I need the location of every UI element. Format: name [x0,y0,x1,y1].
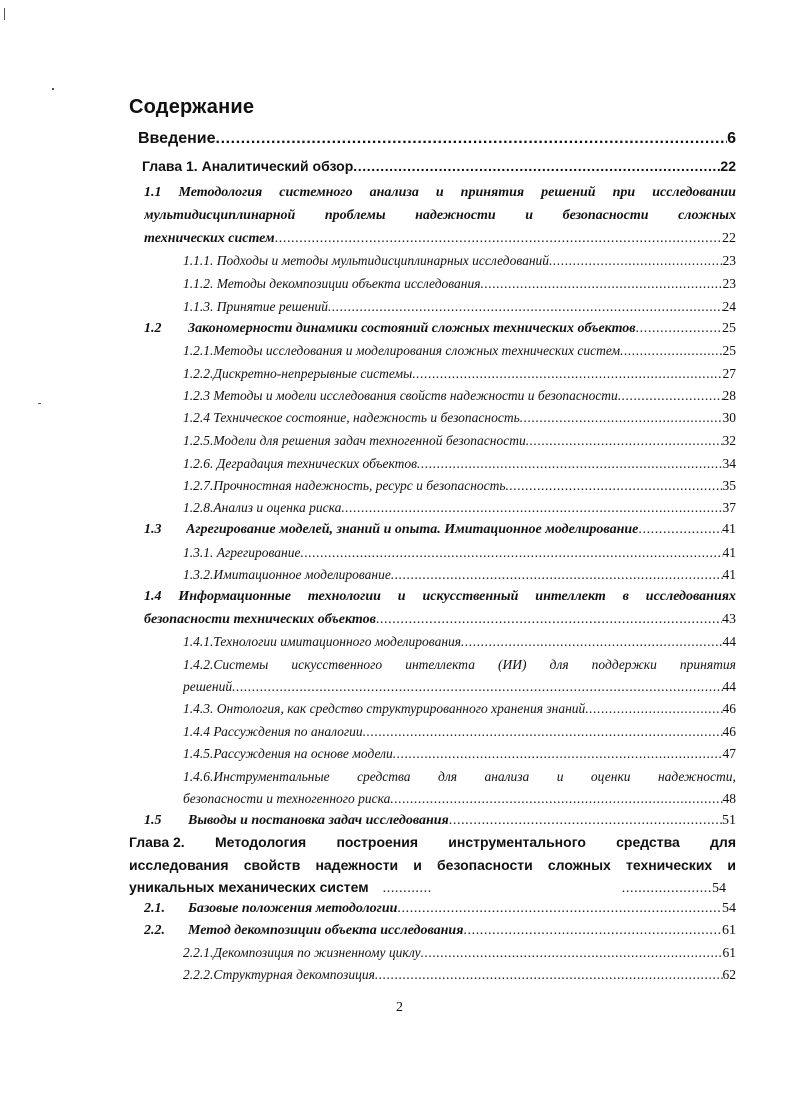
toc-entry-page: 41 [722,522,736,537]
word: и [525,208,534,223]
word: и [435,185,444,200]
toc-entry-label: 1.1.3. Принятие решений [183,299,328,314]
toc-entry-label: безопасности технических объектов [144,612,376,627]
toc-entry-1-1-line-1 [144,183,736,205]
toc-entry-1-2-8 [183,498,736,520]
word: (ИИ) [498,657,527,672]
leader-dots [393,744,723,764]
word: анализа [369,185,419,200]
toc-entry-label: безопасности и техногенного риска [183,791,391,806]
toc-entry-1-2-7 [183,476,736,498]
leader-dots [376,610,722,630]
toc-entry-1-2-4 [183,408,736,430]
toc-entry-1-4-2-line-1 [183,655,736,677]
leader-dots [620,341,722,361]
leader-dots [328,297,723,317]
toc-entry-page: 28 [722,388,736,403]
word: свойств [243,857,301,873]
toc-entry-1-3-2 [183,565,736,587]
toc-entry-page: 46 [722,724,736,739]
word: анализа [484,769,530,784]
scan-speck [38,403,41,404]
word: безопасности [437,857,533,873]
leader-dots [363,722,723,742]
leader-dots [585,699,722,719]
word: 1.4.2.Системы [183,657,269,672]
toc-entry-page: 41 [722,567,736,582]
leader-dots: ...................... [621,881,712,896]
toc-entry-1-4-line-2 [144,610,736,632]
toc-entry-page: 46 [722,701,736,716]
toc-entry-page: 61 [722,923,736,938]
word: и [556,769,564,784]
toc-entry-label: 1.4.3. Онтология, как средство структурированного хранения знаний [183,701,586,716]
toc-entry-1-2-3 [183,386,736,408]
toc-entry-label: 1.2.5.Модели для решения задач техногенной безопасности [183,433,526,448]
leader-dots [463,921,722,941]
toc-entry-label: 1.3.1. Агрегирование [183,545,301,560]
toc-entry-label: 1.4.4 Рассуждения по аналогии [183,724,363,739]
toc-entry-chapter-1 [142,156,736,178]
toc-entry-1-1-3 [183,297,736,319]
word: исследованиях [645,589,736,604]
leader-dots [300,543,722,563]
toc-entry-page: 54 [722,901,736,916]
toc-entry-label: Глава 1. Аналитический обзор [142,158,354,174]
toc-entry-page: 22 [720,158,736,174]
toc-entry-1-2 [144,319,736,341]
leader-dots [481,274,723,294]
leader-dots [461,632,722,652]
word: Глава 2. [129,834,185,850]
toc-entry-page: 37 [722,500,736,515]
toc-entry-page: 34 [722,456,736,471]
toc-entry-page: 25 [722,321,736,336]
leader-dots [449,811,722,831]
word: поддержки [591,657,657,672]
word: инструментального [448,834,586,850]
leader-dots [549,251,722,271]
toc-entry-1-4-6-line-2 [183,789,736,811]
toc-entry-1-5 [144,811,736,833]
word: Методология [178,185,263,200]
toc-entry-intro [138,129,736,151]
toc-entry-1-2-5 [183,431,736,453]
toc-entry-label: технических систем [144,231,275,246]
toc-entry-chapter-2-line-1 [129,832,736,854]
word: построения [336,834,419,850]
word: в [622,589,629,604]
toc-entry-label: Базовые положения методологии [188,901,398,916]
section-number: 2.1. [144,901,165,916]
toc-entry-page: 23 [722,253,736,268]
leader-dots [636,319,722,339]
toc-entry-1-4-4 [183,722,736,744]
word: искусственный [422,589,519,604]
toc-entry-1-2-6 [183,454,736,476]
word: надежности, [657,769,736,784]
leader-dots [417,454,722,474]
toc-entry-page: 44 [722,679,736,694]
toc-entry-label: решений [183,679,233,694]
toc-entry-page: 25 [722,343,736,358]
word: 1.4.6.Инструментальные [183,769,330,784]
toc-entry-1-4-6-line-1 [183,767,736,789]
section-number: 2.2. [144,923,165,938]
toc-entry-1-1-1 [183,251,736,273]
leader-dots [526,431,723,451]
word: и [397,589,406,604]
toc-entry-1-4-2-line-2 [183,677,736,699]
section-number: 1.1 [144,185,162,200]
toc-entry-chapter-2-line-3 [129,877,736,899]
leader-dots [520,408,723,428]
word: проблемы [324,208,386,223]
word: и [413,857,422,873]
toc-entry-label: 1.2.2.Дискретно-непрерывные системы [183,366,413,381]
toc-entry-page: 35 [722,478,736,493]
word: при [612,185,636,200]
toc-entry-page: 43 [722,612,736,627]
word: мультидисциплинарной [144,208,296,223]
word: и [727,857,736,873]
toc-entry-page: 22 [722,231,736,246]
toc-entry-1-2-1 [183,341,736,363]
toc-entry-2-2 [144,921,736,943]
word: для [438,769,457,784]
toc-entry-1-3 [144,520,736,542]
leader-dots [375,965,723,985]
toc-entry-page: 32 [722,433,736,448]
word: для [549,657,569,672]
word: решений [541,185,596,200]
toc-entry-label: Метод декомпозиции объекта исследования [188,923,464,938]
word: принятия [679,657,736,672]
word: системного [279,185,353,200]
toc-entry-page: 47 [722,746,736,761]
toc-entry-page: 62 [722,967,736,982]
word: интеллект [535,589,606,604]
toc-entry-1-1-2 [183,274,736,296]
page-number: 2 [396,1000,403,1015]
toc-entry-1-1-line-2 [144,206,736,228]
scan-speck [4,8,5,20]
toc-entry-label: 1.2.1.Методы исследования и моделирования сложных технических систем [183,343,621,358]
section-number: 1.4 [144,589,162,604]
toc-entry-label: 1.2.3 Методы и модели исследования свойств надежности и безопасности [183,388,618,403]
leader-dots [391,565,723,585]
toc-entry-1-4-1 [183,632,736,654]
word: средства [616,834,680,850]
word: искусственного [291,657,383,672]
word: исследования [129,857,229,873]
toc-entry-page: 23 [722,276,736,291]
leader-dots [341,498,722,518]
word: надежности [315,857,399,873]
word: средства [357,769,411,784]
word: Информационные [178,589,291,604]
toc-entry-page: 51 [722,813,736,828]
toc-entry-label: Введение [138,130,216,147]
word: сложных [678,208,736,223]
toc-entry-page: 54 [712,881,726,896]
toc-entry-label: 1.4.5.Рассуждения на основе модели [183,746,393,761]
toc-entry-label: 1.2.4 Техническое состояние, надежность и безопасность [183,410,520,425]
toc-entry-page: 30 [722,410,736,425]
section-number: 1.3 [144,522,162,537]
leader-dots [390,789,722,809]
toc-entry-label: 1.2.7.Прочностная надежность, ресурс и безопасность [183,478,506,493]
toc-entry-label: Закономерности динамики состояний сложных технических объектов [188,321,636,336]
leader-dots [421,943,723,963]
leader-dots [397,899,722,919]
leader-dots [353,156,720,176]
toc-entry-label: 2.2.2.Структурная декомпозиция [183,967,375,982]
toc-entry-label: 1.3.2.Имитационное моделирование [183,567,391,582]
toc-entry-label: 1.2.8.Анализ и оценка риска [183,500,342,515]
word: сложных [547,857,611,873]
word: интеллекта [405,657,475,672]
word: исследовании [652,185,736,200]
toc-entry-1-1-line-3 [144,229,736,251]
leader-dots [412,364,722,384]
toc-entry-page: 27 [722,366,736,381]
toc-entry-label: 2.2.1.Декомпозиция по жизненному циклу [183,945,421,960]
toc-entry-page: 48 [722,791,736,806]
toc-entry-page: 61 [722,945,736,960]
word: технических [625,857,713,873]
leader-dots [506,476,723,496]
word: технологии [307,589,381,604]
toc-entry-page: 41 [722,545,736,560]
toc-entry-label: Агрегирование моделей, знаний и опыта. Имитационное моделирование [186,522,639,537]
leader-dots: ............ [382,881,432,896]
word: для [710,834,736,850]
toc-entry-chapter-2-line-2 [129,855,736,877]
section-number: 1.5 [144,813,162,828]
word: Методология [214,834,307,850]
toc-entry-1-4-line-1 [144,587,736,609]
scan-speck [52,88,54,90]
toc-entry-label: 1.1.1. Подходы и методы мультидисциплинарных исследований [183,253,550,268]
toc-entry-2-1 [144,899,736,921]
section-number: 1.2 [144,321,162,336]
toc-entry-label: 1.4.1.Технологии имитационного моделирования [183,634,462,649]
toc-entry-1-4-3 [183,699,736,721]
toc-entry-label: 1.1.2. Методы декомпозиции объекта исследования [183,276,481,291]
toc-entry-page: 44 [722,634,736,649]
leader-dots [216,129,728,149]
toc-entry-label: 1.2.6. Деградация технических объектов [183,456,418,471]
word: надежности [415,208,496,223]
toc-entry-1-3-1 [183,543,736,565]
toc-entry-label: уникальных механических систем [129,879,369,895]
toc-entry-1-4-5 [183,744,736,766]
leader-dots [232,677,722,697]
word: принятия [460,185,525,200]
leader-dots [275,229,722,249]
word: оценки [590,769,631,784]
toc-entry-2-2-2 [183,965,736,987]
toc-entry-page: 24 [722,299,736,314]
toc-title: Содержание [129,96,255,118]
toc-entry-page: 6 [727,130,736,147]
word: безопасности [562,208,649,223]
toc-entry-1-2-2 [183,364,736,386]
toc-entry-label: Выводы и постановка задач исследования [188,813,449,828]
toc-entry-2-2-1 [183,943,736,965]
leader-dots [638,520,722,540]
leader-dots [618,386,723,406]
